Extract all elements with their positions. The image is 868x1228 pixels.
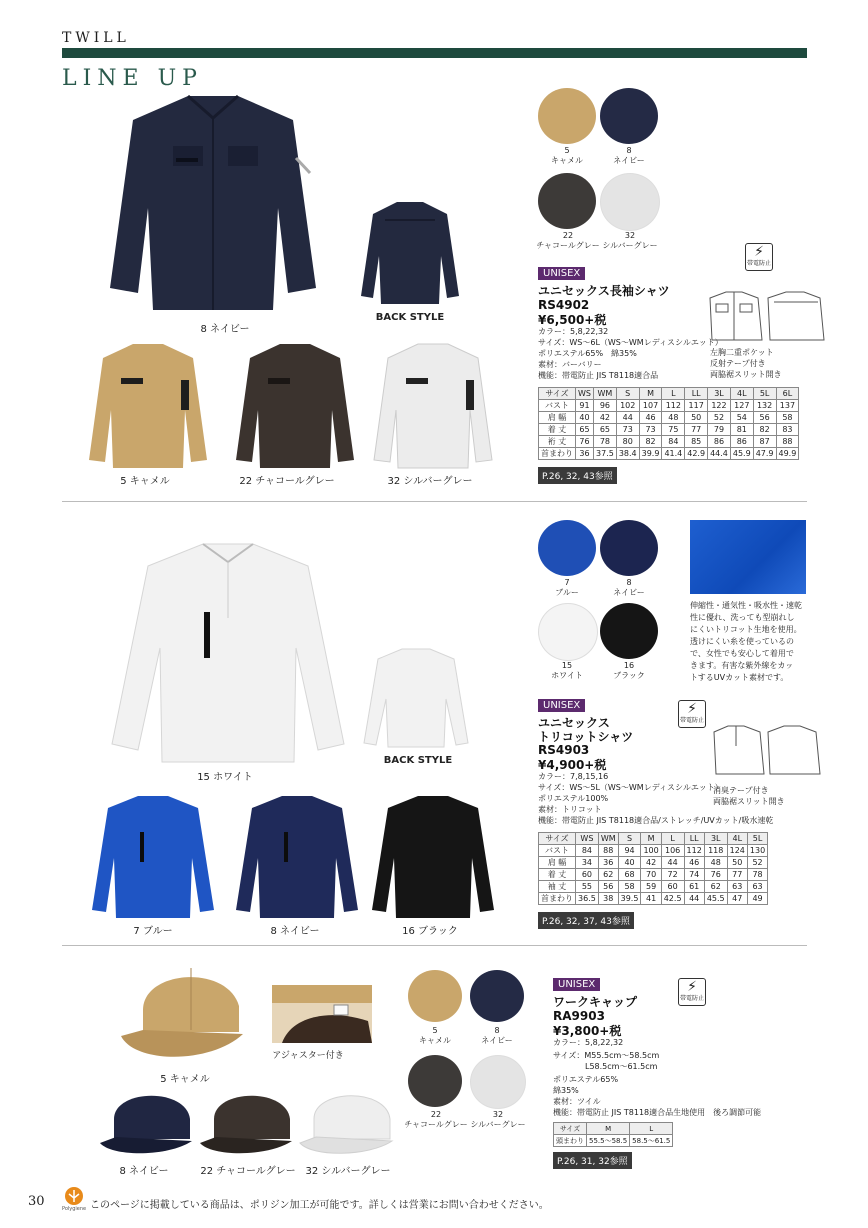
swatch-navy (600, 88, 658, 144)
product-image-adjuster-detail (272, 985, 372, 1043)
product-image-camel-shirt (85, 340, 210, 470)
section-label: TWILL (62, 30, 130, 46)
product-image-blue-shirt (88, 792, 218, 920)
caption-variant: 32 シルバーグレー (305, 1166, 391, 1177)
caption-variant: 16 ブラック (402, 926, 458, 937)
spec-list: カラー：5,8,22,32 サイズ：WS〜6L（WS〜WMレディスシルエット） ポリエステル65% 綿35% 素材：バーバリー 機能：帯電防止 JIS T8118適合品 (538, 327, 723, 380)
spec-list: カラー：7,8,15,16 サイズ：WS〜5L（WS〜WMレディスシルエット） ポリエステル100% 素材：トリコット 機能：帯電防止 JIS T8118適合品/ストレッチ/UVカット/吸水速乾 (538, 772, 774, 825)
product-price: ¥4,900+税 (538, 758, 607, 772)
swatch-charcoal (538, 173, 596, 229)
caption-variant: 32 シルバーグレー (387, 476, 473, 487)
feature-list: 左胸二重ポケット 反射テープ付き 両脇裾スリット開き (710, 348, 782, 379)
page-title: LINE UP (62, 66, 203, 91)
swatch-navy (600, 520, 658, 576)
swatch-label: 8 ネイビー (613, 578, 645, 597)
caption-variant: 5 キャメル (120, 476, 170, 487)
swatch-black (600, 603, 658, 659)
product-image-main-navy-shirt (88, 88, 338, 316)
tech-drawing (712, 722, 822, 778)
product-image-back-style (360, 645, 472, 750)
caption-variant: 8 ネイビー (270, 926, 320, 937)
page-reference: P.26, 32, 43参照 (538, 467, 617, 484)
swatch-camel (408, 970, 462, 1022)
product-image-main-white-shirt (108, 538, 348, 766)
product-code: RS4902 (538, 298, 590, 312)
swatch-label: 8 ネイビー (481, 1026, 513, 1045)
caption-variant: 7 ブルー (133, 926, 173, 937)
swatch-label: 15 ホワイト (551, 661, 583, 680)
section-divider (62, 501, 807, 502)
anti-static-icon: ⚡ 帯電防止 (678, 978, 706, 1006)
size-table: サイズ M L 頭まわり 55.5〜58.5 58.5〜61.5 (553, 1122, 673, 1147)
product-image-charcoal-cap (198, 1085, 298, 1157)
product-price: ¥3,800+税 (553, 1024, 622, 1038)
size-table: サイズ WS WM S M L LL 3L 4L 5L 6L バスト 91 96 102 107 112 117 122 127 132 137 肩 幅 40 42 44 46 48 50 52 54 56 58 着 丈 65 65 73 73 75 77 79 81 82 83 裄 丈 76 78 80 82 84 85 86 86 87 88 首まわり 36 37.5 38.4 39.9 41.4 42.9 44.4 45.9 47.9 49.9 (538, 387, 799, 460)
product-image-back-style (355, 198, 465, 306)
swatch-label: 22 チャコールグレー (536, 231, 600, 250)
page-reference: P.26, 31, 32参照 (553, 1152, 632, 1169)
section-divider (62, 945, 807, 946)
caption-back-style: BACK STYLE (383, 755, 453, 766)
product-name: ユニセックス トリコットシャツ (538, 716, 634, 744)
page-reference: P.26, 32, 37, 43参照 (538, 912, 634, 929)
product-image-silver-shirt (370, 340, 495, 470)
fabric-texture-image (690, 520, 806, 594)
size-table: サイズ WS WM S M L LL 3L 4L 5L バスト 84 88 94 100 106 112 118 124 130 肩 幅 34 36 40 42 44 46 48 50 52 着 丈 60 62 68 70 72 74 76 77 78 袖 丈 55 56 58 59 60 61 62 63 63 首まわり 36.5 38 39.5 41 42.5 44 45.5 47 49 (538, 832, 768, 905)
caption-variant: 22 チャコールグレー (239, 476, 335, 487)
swatch-label: 32 シルバーグレー (602, 231, 658, 250)
swatch-label: 22 チャコールグレー (404, 1110, 468, 1129)
anti-static-icon: ⚡ 帯電防止 (745, 243, 773, 271)
feature-list: 消臭テープ付き 両脇裾スリット開き (713, 786, 785, 806)
page-number: 30 (28, 1194, 45, 1209)
product-code: RA9903 (553, 1009, 605, 1023)
product-image-navy-shirt (232, 792, 362, 920)
caption-main: 5 キャメル (160, 1074, 210, 1085)
fabric-description: 伸縮性・通気性・吸水性・速乾 性に優れ、洗っても型崩れし にくいトリコット生地を使用。 透けにくい糸を使っているの で、女性でも安心して着用で きます。有害な紫外線をカッ トするUVカット素材です。 (690, 601, 802, 682)
caption-back-style: BACK STYLE (375, 312, 445, 323)
caption-variant: 8 ネイビー (119, 1166, 169, 1177)
unisex-badge: UNISEX (553, 978, 600, 991)
swatch-label: 16 ブラック (613, 661, 645, 680)
footer-notice: このページに掲載している商品は、ポリジン加工が可能です。詳しくは営業にお問い合わせください。 (90, 1200, 549, 1211)
swatch-charcoal (408, 1055, 462, 1107)
product-image-charcoal-shirt (232, 340, 357, 470)
product-price: ¥6,500+税 (538, 313, 607, 327)
swatch-label: 32 シルバーグレー (470, 1110, 526, 1129)
anti-static-icon: ⚡ 帯電防止 (678, 700, 706, 728)
product-code: RS4903 (538, 743, 590, 757)
header-bar (62, 48, 807, 58)
swatch-label: 8 ネイビー (613, 146, 645, 165)
swatch-camel (538, 88, 596, 144)
unisex-badge: UNISEX (538, 699, 585, 712)
swatch-label: 5 キャメル (419, 1026, 451, 1045)
swatch-white (538, 603, 598, 661)
tech-drawing (708, 288, 828, 344)
unisex-badge: UNISEX (538, 267, 585, 280)
swatch-navy (470, 970, 524, 1022)
swatch-blue (538, 520, 596, 576)
product-name: ユニセックス長袖シャツ (538, 284, 670, 298)
caption-main: 15 ホワイト (197, 772, 253, 783)
caption-variant: 22 チャコールグレー (200, 1166, 296, 1177)
product-image-navy-cap (98, 1085, 198, 1157)
spec-list: カラー：5,8,22,32 サイズ：M55.5cm〜58.5cm L58.5cm〜61.5cm ポリエステル65% 綿35% 素材：ツイル 機能：帯電防止 JIS T8118適合品生地使用 後ろ調節可能 (553, 1038, 762, 1117)
product-name: ワークキャップ (553, 995, 638, 1009)
caption-adjuster: アジャスター付き (272, 1051, 344, 1061)
swatch-label: 5 キャメル (551, 146, 583, 165)
polygiene-brand-label: Polygiene (62, 1206, 87, 1212)
swatch-silver (470, 1055, 526, 1109)
product-image-black-shirt (368, 792, 498, 920)
product-image-silver-cap (298, 1085, 398, 1157)
caption-main: 8 ネイビー (200, 324, 250, 335)
swatch-label: 7 ブルー (555, 578, 579, 597)
product-image-main-camel-cap (115, 960, 255, 1068)
swatch-silver (600, 173, 660, 231)
polygiene-logo-icon (64, 1186, 84, 1206)
